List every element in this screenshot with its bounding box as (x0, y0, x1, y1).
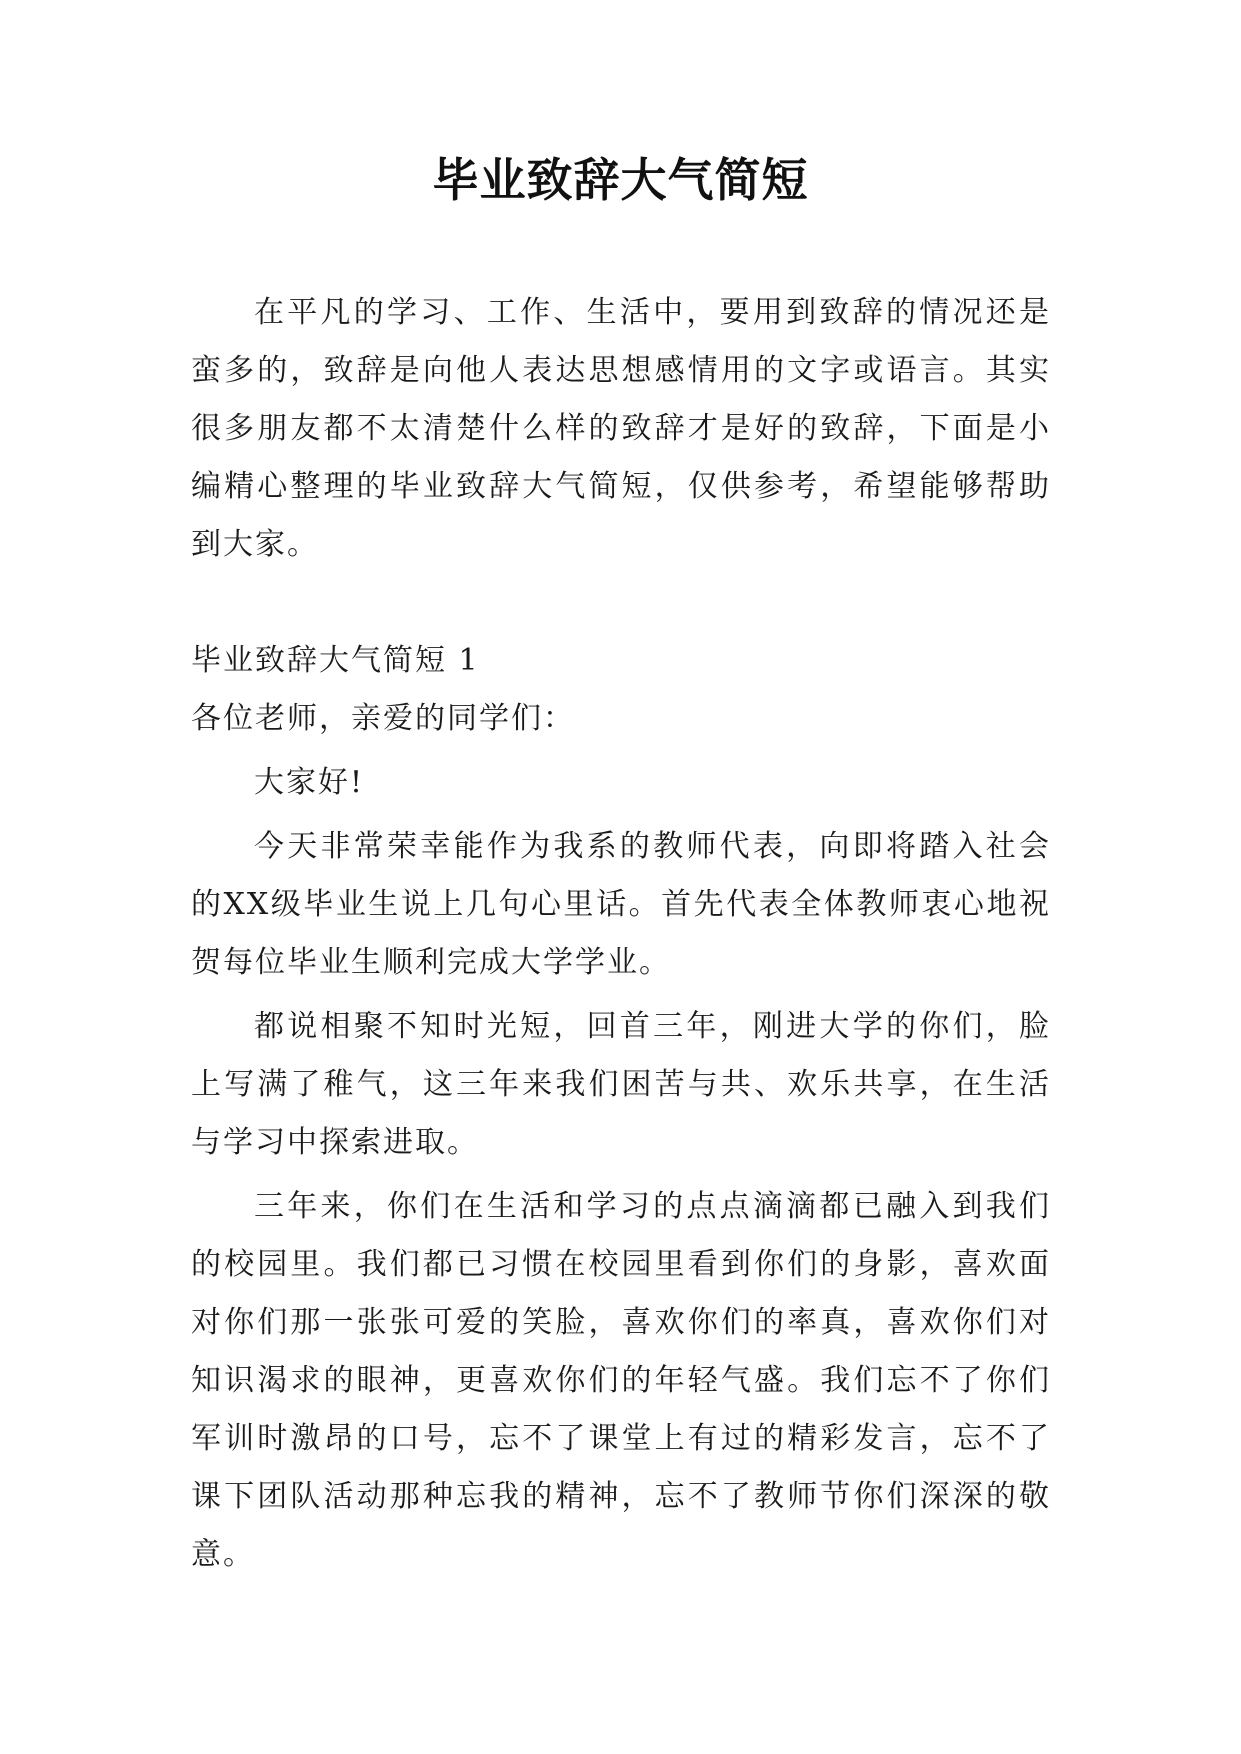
section-title: 毕业致辞大气简短 1 (191, 643, 480, 678)
greeting: 大家好! (254, 765, 365, 800)
document-title: 毕业致辞大气简短 (432, 153, 809, 207)
body-paragraph-3: 三年来，你们在生活和学习的点点滴滴都已融入到我们的校园里。我们都已习惯在校园里看到你们的身影，喜欢面对你们那一张张可爱的笑脸，喜欢你们的率真，喜欢你们对知识渴求的眼神，更喜欢你们的年轻气盛。我们忘不了你们军训时激昂的口号，忘不了课堂上有过的精彩发言，忘不了课下团队活动那种忘我的精神，忘不了教师节你们深深的敬意。 (191, 1189, 1051, 1572)
document-body (191, 284, 1051, 1584)
body-paragraph-2: 都说相聚不知时光短，回首三年，刚进大学的你们，脸上写满了稚气，这三年来我们困苦与共、欢乐共享，在生活与学习中探索进取。 (191, 1009, 1051, 1160)
body-paragraph-1: 今天非常荣幸能作为我系的教师代表，向即将踏入社会的XX级毕业生说上几句心里话。首先代表全体教师衷心地祝贺每位毕业生顺利完成大学学业。 (191, 829, 1051, 980)
salutation: 各位老师，亲爱的同学们： (191, 701, 575, 736)
intro-paragraph: 在平凡的学习、工作、生活中，要用到致辞的情况还是蛮多的，致辞是向他人表达思想感情用的文字或语言。其实很多朋友都不太清楚什么样的致辞才是好的致辞，下面是小编精心整理的毕业致辞大气简短，仅供参考，希望能够帮助到大家。 (191, 295, 1051, 562)
